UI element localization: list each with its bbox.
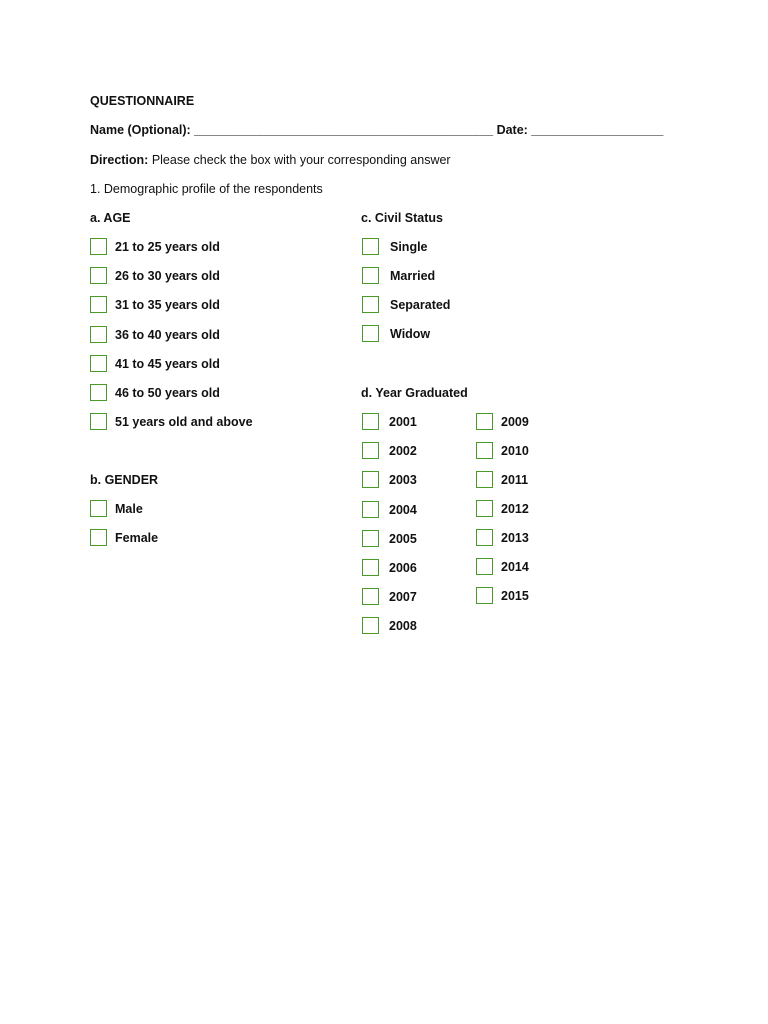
year-option-checkbox[interactable]: [476, 413, 493, 430]
year-graduated-heading: d. Year Graduated: [361, 386, 468, 400]
year-option-label: 2012: [501, 502, 529, 516]
year-option-checkbox[interactable]: [362, 442, 379, 459]
year-option-label: 2007: [389, 590, 417, 605]
year-option-checkbox[interactable]: [476, 587, 493, 604]
age-option-label: 51 years old and above: [115, 415, 253, 430]
gender-option-checkbox[interactable]: [90, 500, 107, 517]
year-option-checkbox[interactable]: [476, 442, 493, 459]
age-option-label: 21 to 25 years old: [115, 240, 220, 254]
year-option-label: 2002: [389, 444, 417, 459]
year-option-checkbox[interactable]: [362, 501, 379, 518]
age-option-checkbox[interactable]: [90, 267, 107, 284]
year-option-label: 2011: [501, 473, 529, 487]
year-option-checkbox[interactable]: [476, 558, 493, 575]
page-title: QUESTIONNAIRE: [90, 94, 195, 108]
gender-heading: b. GENDER: [90, 473, 159, 487]
year-option-label: 2009: [501, 415, 529, 429]
civil-status-heading: c. Civil Status: [361, 211, 443, 225]
direction-label: Direction:: [90, 153, 149, 167]
year-option-checkbox[interactable]: [476, 500, 493, 517]
section-heading: 1. Demographic profile of the respondents: [90, 182, 323, 196]
year-option-checkbox[interactable]: [362, 413, 379, 430]
year-option-checkbox[interactable]: [476, 471, 493, 488]
year-option-checkbox[interactable]: [362, 471, 379, 488]
year-option-checkbox[interactable]: [362, 559, 379, 576]
civil-status-option-label: Widow: [390, 327, 431, 341]
year-option-label: 2001: [389, 415, 417, 429]
year-option-label: 2004: [389, 502, 417, 517]
year-option-checkbox[interactable]: [476, 529, 493, 546]
age-option-label: 46 to 50 years old: [115, 386, 220, 400]
age-option-label: 41 to 45 years old: [115, 356, 220, 371]
age-option-label: 26 to 30 years old: [115, 269, 220, 284]
age-option-checkbox[interactable]: [90, 355, 107, 372]
year-option-label: 2013: [501, 531, 529, 545]
direction-text: Please check the box with your corresponding answer: [148, 153, 451, 167]
civil-status-option-label: Separated: [390, 298, 451, 312]
civil-status-option-checkbox[interactable]: [362, 296, 379, 313]
civil-status-option-label: Single: [390, 240, 428, 254]
year-option-label: 2008: [389, 619, 417, 634]
year-option-checkbox[interactable]: [362, 617, 379, 634]
age-option-checkbox[interactable]: [90, 326, 107, 343]
year-option-checkbox[interactable]: [362, 530, 379, 547]
civil-status-option-checkbox[interactable]: [362, 238, 379, 255]
year-option-label: 2015: [501, 589, 529, 603]
year-option-label: 2010: [501, 444, 529, 458]
age-option-checkbox[interactable]: [90, 238, 107, 255]
civil-status-option-label: Married: [390, 269, 436, 283]
age-option-label: 36 to 40 years old: [115, 327, 220, 342]
year-option-label: 2006: [389, 561, 417, 575]
gender-option-checkbox[interactable]: [90, 529, 107, 546]
age-option-checkbox[interactable]: [90, 413, 107, 430]
year-option-checkbox[interactable]: [362, 588, 379, 605]
gender-option-label: Female: [115, 531, 159, 545]
year-option-label: 2003: [389, 473, 417, 488]
civil-status-option-checkbox[interactable]: [362, 325, 379, 342]
direction-line: [90, 152, 451, 168]
age-option-checkbox[interactable]: [90, 384, 107, 401]
year-option-label: 2005: [389, 531, 417, 546]
year-option-label: 2014: [501, 560, 529, 574]
age-option-checkbox[interactable]: [90, 296, 107, 313]
age-heading: a. AGE: [90, 211, 131, 225]
age-option-label: 31 to 35 years old: [115, 298, 220, 313]
name-date-line: Name (Optional): ___________________________________________ Date: ___________________: [90, 123, 664, 137]
gender-option-label: Male: [115, 502, 143, 516]
civil-status-option-checkbox[interactable]: [362, 267, 379, 284]
